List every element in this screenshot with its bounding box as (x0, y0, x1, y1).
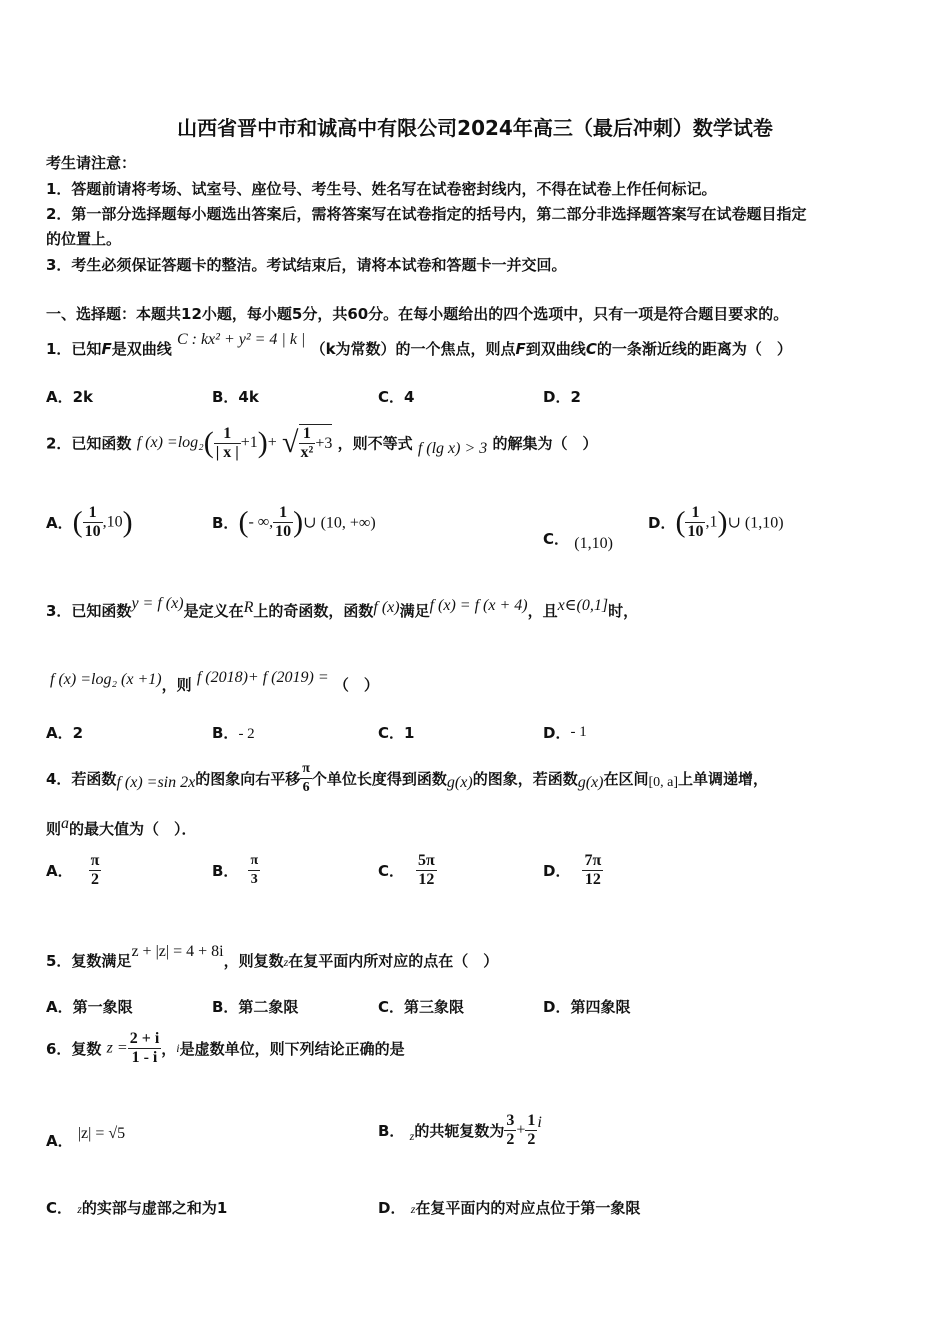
q4-shift-fraction: $\frac{\pi}{6}$ (302, 761, 310, 795)
q4-formula: g(x) (446, 773, 473, 791)
q1-var-F: F (515, 340, 526, 358)
page-title: 山西省晋中市和诚高中有限公司2024年高三（最后冲刺）数学试卷 (177, 116, 773, 140)
q1-option-c[interactable]: C．4 (378, 388, 415, 406)
question-2: 2．已知函数 f (x) =log₂( $\frac{1}{| x |}$ +1)+ √ $\frac{1}{\text{x²}}$ +3 ，则不等式 f (lg x) > 3 的解集为（ ） (46, 424, 598, 461)
q4-option-b[interactable]: B． $\frac{\pi}{3}$ (212, 853, 259, 887)
notice-item-2-cont: 的位置上。 (46, 230, 122, 248)
q3-var-R: R (243, 599, 254, 616)
q1-text: 的一条渐近线的距离为（ ） (596, 340, 792, 358)
question-5: 5．复数满足z + |z| = 4 + 8i，则复数z在复平面内所对应的点在（ ） (46, 943, 499, 970)
q1-formula: C : kx² + y² = 4 | k | (176, 331, 306, 348)
section-heading: 一、选择题：本题共12小题，每小题5分，共60分。在每小题给出的四个选项中，只有一项是符合题目要求的。 (46, 305, 789, 323)
q1-text: 1．已知 (46, 340, 102, 358)
q3-expression: f (2018)+ f (2019) = (196, 669, 329, 686)
q3-formula: y = f (x) (131, 595, 184, 612)
q3-option-c[interactable]: C．1 (378, 724, 415, 742)
question-1 (46, 331, 792, 359)
q5-option-b[interactable]: B．第二象限 (212, 998, 299, 1016)
q4-formula: g(x) (577, 773, 604, 791)
q1-var-C: C (585, 340, 597, 358)
q4-option-d[interactable]: D． $\frac{7\pi}{12}$ (543, 852, 602, 888)
q3-option-d[interactable]: D．- 1 (543, 724, 587, 742)
q2-option-d[interactable]: D．( $\frac{1}{10}$ ,1)∪ (1,10) (648, 504, 784, 540)
q2-inequality: f (lg x) > 3 (417, 440, 488, 457)
q6-fraction: $\frac{2 + i}{1 - i}$ (129, 1030, 160, 1066)
q4-option-c[interactable]: C． $\frac{5\pi}{12}$ (378, 852, 435, 888)
q4-formula: f (x) =sin 2x (116, 773, 196, 791)
q5-option-d[interactable]: D．第四象限 (543, 998, 631, 1016)
question-4: 4．若函数f (x) =sin 2x的图象向右平移 $\frac{\pi}{6}$ 个单位长度得到函数g(x)的图象，若函数g(x)在区间[0, a]上单调递增， (46, 761, 769, 795)
q6-option-d[interactable]: D． z在复平面内的对应点位于第一象限 (378, 1199, 641, 1217)
q3-option-b[interactable]: B．- 2 (212, 724, 255, 742)
q6-formula: z = (106, 1039, 128, 1057)
q1-option-d[interactable]: D．2 (543, 388, 581, 406)
q3-formula: f (x) =log₂ (x +1) (50, 671, 162, 688)
notice-heading: 考生请注意： (46, 154, 137, 172)
q1-option-b[interactable]: B．4k (212, 388, 259, 406)
q6-option-a[interactable]: A． |z| = √5 (46, 1125, 126, 1150)
q5-formula: z + |z| = 4 + 8i (131, 943, 224, 960)
q2-formula: f (x) =log₂ (136, 434, 204, 451)
q2-text: 2．已知函数 (46, 434, 132, 453)
q1-text: 到双曲线 (525, 340, 586, 358)
q6-var-i: i (176, 1041, 180, 1055)
notice-item-2: 2．第一部分选择题每小题选出答案后，需将答案写在试卷指定的括号内，第二部分非选择题答案写在试卷题目指定 (46, 205, 807, 223)
question-3: 3．已知函数y = f (x)是定义在R上的奇函数，函数f (x)满足f (x) = f (x + 4)，且x∈(0,1]时， (46, 595, 639, 620)
q4-option-a[interactable]: A． $\frac{\pi}{2}$ (46, 852, 100, 888)
q5-option-c[interactable]: C．第三象限 (378, 998, 465, 1016)
q5-var-z: z (283, 955, 289, 969)
q3-option-a[interactable]: A．2 (46, 724, 84, 742)
question-6: 6．复数 z = $\frac{2 + i}{1 - i}$ ，i是虚数单位，则下列结论正确的是 (46, 1030, 405, 1066)
q3-condition: x∈(0,1] (557, 597, 609, 614)
q2-fraction: $\frac{1}{| x |}$ (215, 424, 239, 461)
question-4-line-2: 则a的最大值为（ ）． (46, 815, 197, 838)
question-3-line-2: f (x) =log₂ (x +1)，则 f (2018)+ f (2019) = （ ） (50, 669, 379, 694)
sqrt-icon: √ (282, 426, 299, 459)
q2-sqrt-body: $\frac{1}{\text{x²}}$ +3 (300, 425, 333, 461)
q3-formula: f (x) (373, 599, 400, 616)
q2-text: ，则不等式 (337, 434, 413, 453)
q1-option-a[interactable]: A．2k (46, 388, 94, 406)
q6-option-c[interactable]: C． z的实部与虚部之和为1 (46, 1199, 228, 1217)
notice-item-3: 3．考生必须保证答题卡的整洁。考试结束后，请将本试卷和答题卡一并交回。 (46, 256, 567, 274)
q2-option-c[interactable]: C． (1,10) (543, 530, 613, 552)
q2-option-a[interactable]: A．( $\frac{1}{10}$ ,10) (46, 504, 133, 540)
q6-option-b[interactable]: B． $_z$的共轭复数为 $\frac{3}{2}$ + $\frac{1}{2}$ i (378, 1112, 542, 1148)
q3-formula: f (x) = f (x + 4) (429, 597, 528, 614)
q2-text: 的解集为（ ） (492, 434, 598, 453)
q4-interval: [0, a] (648, 774, 679, 790)
notice-item-1: 1．答题前请将考场、试室号、座位号、考生号、姓名写在试卷密封线内，不得在试卷上作任何标记。 (46, 180, 717, 198)
q2-option-b[interactable]: B．(- ∞, $\frac{1}{10}$ )∪ (10, +∞) (212, 504, 376, 540)
q1-text: 是双曲线 (111, 340, 172, 358)
q4-var-a: a (61, 815, 70, 832)
q5-option-a[interactable]: A．第一象限 (46, 998, 133, 1016)
q1-text: （k为常数）的一个焦点，则点 (310, 340, 516, 358)
q1-var-F: F (101, 340, 112, 358)
